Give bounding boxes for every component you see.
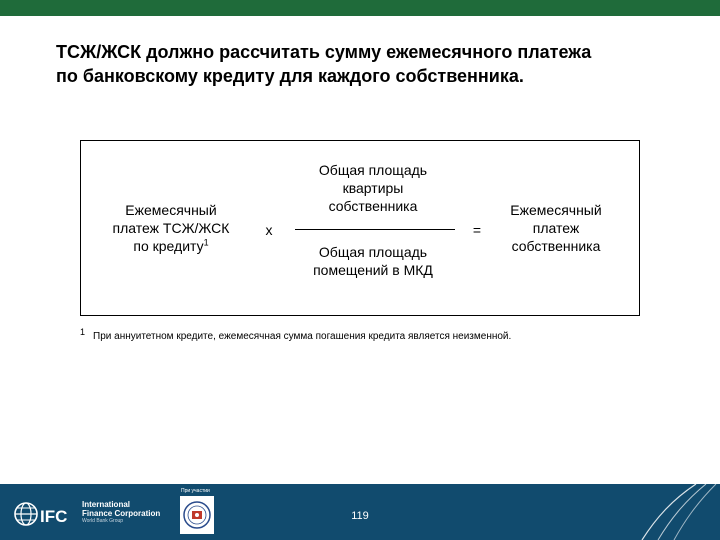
footnote [80, 326, 680, 344]
footnote-marker: 1 [80, 326, 86, 337]
lhs-line-3 [111, 237, 231, 255]
top-accent-bar [0, 0, 720, 16]
ifc-logo-icon [14, 500, 78, 528]
fraction-denominator [293, 243, 453, 279]
slide-title [56, 40, 676, 88]
multiply-sign: x [265, 222, 273, 238]
svg-text:IFC: IFC [40, 507, 68, 526]
numerator-line-2: квартиры [342, 180, 404, 196]
footer-bar [0, 484, 720, 540]
denominator-line-2: помещений в МКД [313, 262, 433, 278]
monthly-payment-hoa-label [111, 201, 231, 255]
lhs-line-1: Ежемесячный [125, 202, 217, 218]
decorative-curves-icon [560, 484, 720, 540]
equals-sign: = [472, 222, 482, 238]
page-number: 119 [351, 510, 369, 522]
ifc-name-line-1: International [82, 500, 131, 509]
footnote-text: При аннуитетном кредите, ежемесячная сумма погашения кредита является неизменной. [93, 331, 512, 342]
lhs-footnote-mark: 1 [203, 237, 209, 248]
rhs-line-1: Ежемесячный [510, 202, 602, 218]
rhs-line-2: платеж [532, 220, 580, 236]
fraction-numerator [293, 161, 453, 215]
lhs-line-3-text: по кредиту [133, 238, 204, 254]
numerator-line-1: Общая площадь [318, 162, 428, 178]
fraction-line [295, 229, 455, 230]
support-label: При участии [181, 488, 210, 494]
numerator-line-3: собственника [328, 198, 418, 214]
title-line-1: ТСЖ/ЖСК должно рассчитать сумму ежемесячного платежа [56, 42, 592, 62]
title-line-2: по банковскому кредиту для каждого собственника. [56, 66, 524, 86]
ifc-name-line-2: Finance Corporation [82, 509, 161, 518]
formula-box [80, 140, 640, 316]
denominator-line-1: Общая площадь [318, 244, 428, 260]
monthly-payment-owner-label [491, 201, 621, 255]
ifc-subtitle: World Bank Group [82, 518, 124, 524]
rhs-line-3: собственника [511, 238, 601, 254]
partner-emblem-icon [180, 496, 214, 534]
lhs-line-2: платеж ТСЖ/ЖСК [112, 220, 230, 236]
ifc-name [82, 500, 174, 518]
